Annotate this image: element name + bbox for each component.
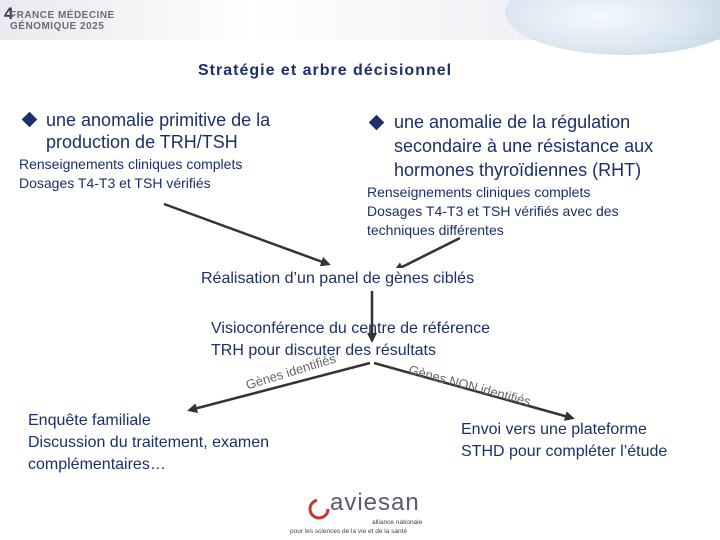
right-detail-line-3: techniques différentes	[367, 222, 504, 238]
aviesan-subtitle-1: alliance nationale	[372, 519, 423, 526]
visio-line-2: TRH pour discuter des résultats	[211, 342, 436, 359]
aviesan-logo-icon	[308, 498, 330, 520]
right-detail-line-1: Renseignements cliniques complets	[367, 184, 591, 200]
right-detail-line-2: Dosages T4-T3 et TSH vérifiés avec des	[367, 203, 619, 219]
right-bullet-line-3: hormones thyroïdiennes (RHT)	[394, 160, 642, 180]
aviesan-subtitle-2: pour les sciences de la vie et de la santé	[290, 528, 408, 535]
page-number: 4	[4, 4, 14, 23]
left-detail-line-1: Renseignements cliniques complets	[19, 156, 243, 172]
right-bullet-line-2: secondaire à une résistance aux	[394, 136, 654, 156]
slide-title: Stratégie et arbre décisionnel	[198, 62, 453, 79]
right-bullet-line-1: une anomalie de la régulation	[394, 112, 631, 132]
panel-text: Réalisation d’un panel de gènes ciblés	[201, 268, 474, 290]
outcome-left-line-3: complémentaires…	[28, 456, 166, 473]
arrow-right-to-panel	[396, 238, 460, 270]
logo-line-1: FRANCE MÉDECINE	[10, 10, 115, 21]
left-bullet-line-1: une anomalie primitive de la	[46, 110, 271, 130]
aviesan-logo-text: aviesan	[330, 489, 420, 516]
branch-right-label: Gènes NON identifiés	[407, 362, 533, 410]
arrow-left-to-panel	[164, 204, 328, 264]
outcome-left-line-2: Discussion du traitement, examen	[28, 434, 269, 451]
outcome-right-line-1: Envoi vers une plateforme	[461, 421, 647, 438]
outcome-left-line-1: Enquête familiale	[28, 412, 151, 429]
left-bullet-line-2: production de TRH/TSH	[46, 132, 238, 152]
left-detail-line-2: Dosages T4-T3 et TSH vérifiés	[19, 175, 211, 191]
branch-left-label: Gènes identifiés	[244, 350, 338, 393]
visio-line-1: Visioconférence du centre de référence	[211, 320, 490, 337]
logo-line-2: GÉNOMIQUE 2025	[10, 21, 105, 32]
outcome-right-line-2: STHD pour compléter l’étude	[461, 443, 668, 460]
